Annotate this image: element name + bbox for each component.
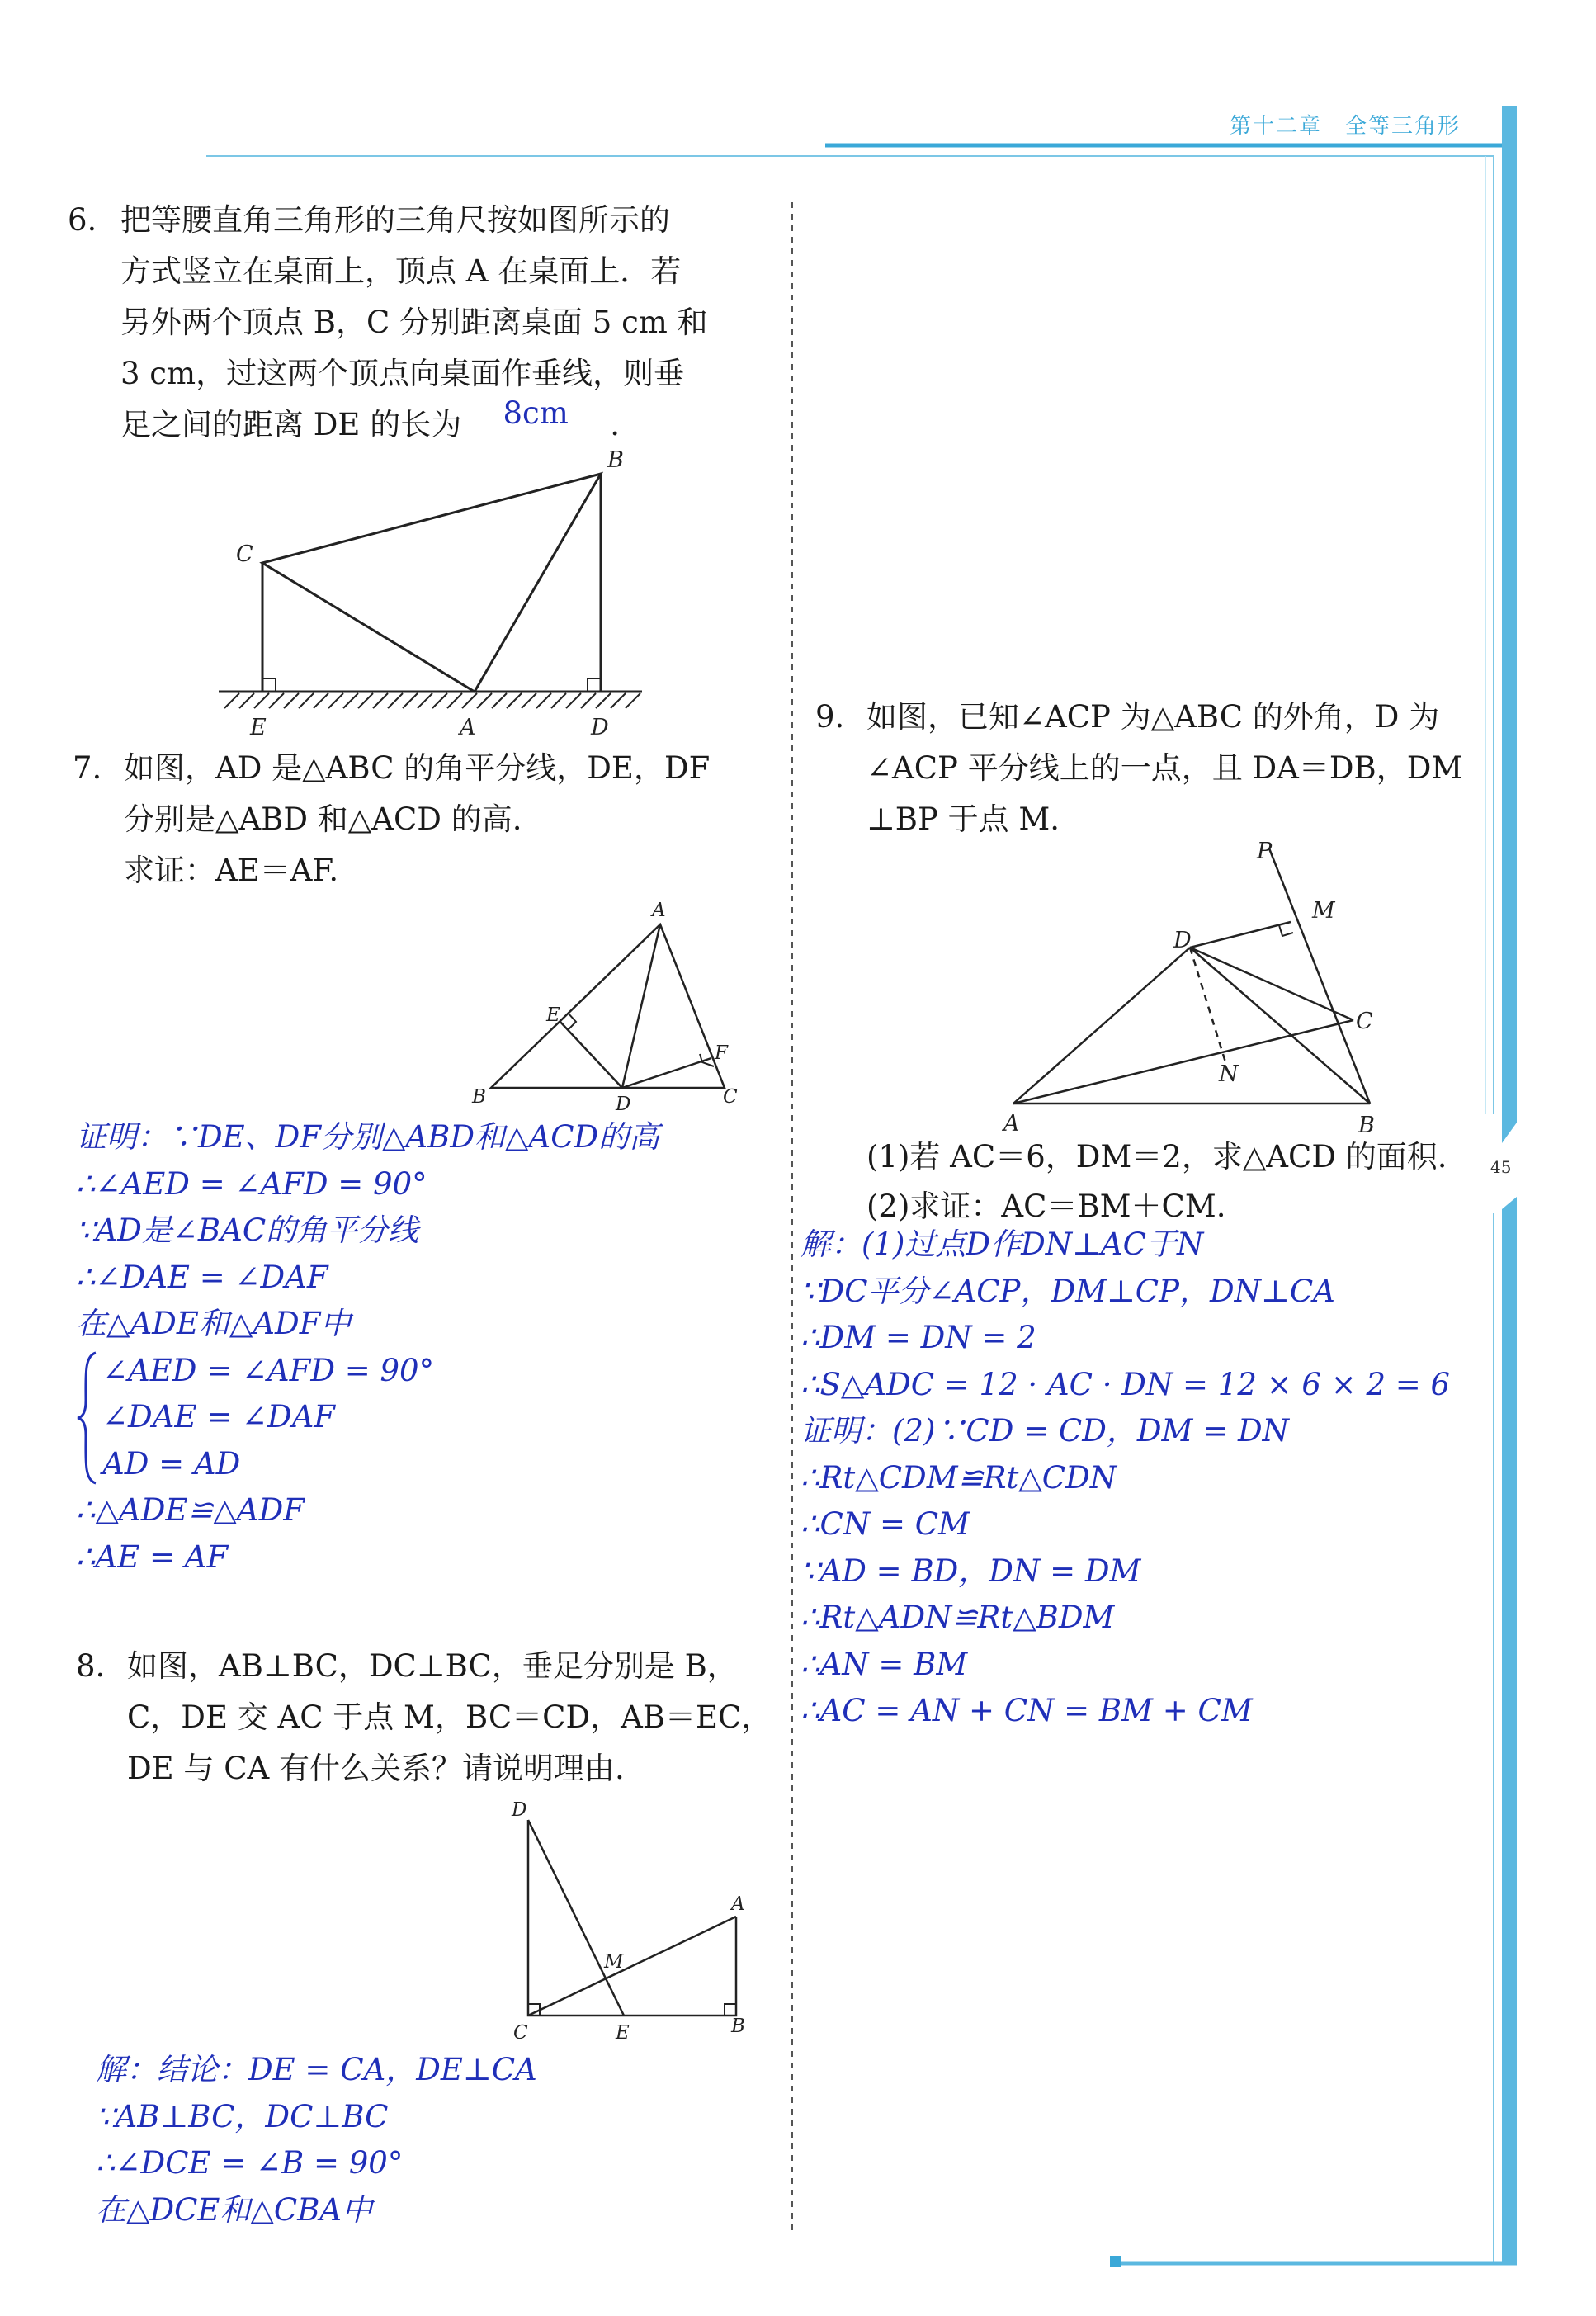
label-B: B xyxy=(731,2016,745,2037)
solution-line: ∴AE = AF xyxy=(76,1538,229,1575)
solution-line: ∵AB⊥BC，DC⊥BC xyxy=(96,2098,389,2134)
question-line: 如图，AD 是△ABC 的角平分线，DE，DF xyxy=(124,750,711,786)
question-line: 如图，AB⊥BC，DC⊥BC，垂足分别是 B， xyxy=(127,1648,738,1684)
solution-line: 解：(1)过点D作DN⊥AC于N xyxy=(800,1227,1204,1262)
label-D: D xyxy=(591,715,609,740)
subquestion-1: (1)若 AC＝6，DM＝2，求△ACD 的面积. xyxy=(866,1139,1447,1175)
label-B: B xyxy=(1358,1113,1375,1138)
solution-line: 证明：(2)∵CD = CD，DM = DN xyxy=(800,1413,1289,1449)
solution-line: ∴∠DCE = ∠B = 90° xyxy=(96,2145,404,2181)
question-line: 把等腰直角三角形的三角尺按如图所示的 xyxy=(120,202,670,238)
label-B: B xyxy=(472,1086,486,1108)
label-D: D xyxy=(616,1094,631,1115)
label-C: C xyxy=(236,541,253,567)
question-line: 3 cm，过这两个顶点向桌面作垂线，则垂 xyxy=(120,356,685,391)
solution-line: ∠DAE = ∠DAF xyxy=(102,1399,335,1435)
label-E: E xyxy=(250,715,267,740)
solution-line: ∴CN = CM xyxy=(800,1506,970,1542)
question-line: 求证：AE＝AF. xyxy=(124,853,339,888)
page-number: 45 xyxy=(1490,1157,1512,1177)
solution-line: ∴DM = DN = 2 xyxy=(800,1320,1036,1355)
question-number: 7. xyxy=(73,750,102,786)
label-F: F xyxy=(715,1042,728,1064)
solution-q9 xyxy=(800,1222,1450,1735)
question-line: 方式竖立在桌面上，顶点 A 在桌面上．若 xyxy=(120,253,682,289)
solution-line: 证明：∵DE、DF分别△ABD和△ACD的高 xyxy=(76,1119,660,1155)
solution-line: 解：结论：DE = CA，DE⊥CA xyxy=(96,2052,537,2087)
question-line: 如图，已知∠ACP 为△ABC 的外角，D 为 xyxy=(866,699,1440,735)
solution-line: ∴△ADE≌△ADF xyxy=(76,1492,305,1528)
label-C: C xyxy=(513,2022,528,2044)
question-number: 6. xyxy=(68,202,97,238)
chapter-title: 第十二章 全等三角形 xyxy=(1230,114,1461,139)
solution-line: ∵AD = BD，DN = DM xyxy=(800,1553,1141,1589)
solution-line: ∴∠DAE = ∠DAF xyxy=(76,1259,328,1295)
solution-line: ∵DC平分∠ACP，DM⊥CP，DN⊥CA xyxy=(800,1273,1335,1309)
label-C: C xyxy=(1356,1009,1373,1034)
label-B: B xyxy=(607,447,624,473)
label-M: M xyxy=(1312,898,1335,924)
solution-line: 在△DCE和△CBA中 xyxy=(96,2191,373,2228)
question-number: 9. xyxy=(815,699,845,735)
label-N: N xyxy=(1219,1061,1239,1087)
label-E: E xyxy=(616,2022,630,2044)
label-A: A xyxy=(1003,1111,1020,1137)
solution-line: ∠AED = ∠AFD = 90° xyxy=(102,1352,435,1388)
question-line-last: 足之间的距离 DE 的长为 8cm . xyxy=(120,399,708,451)
question-line: DE 与 CA 有什么关系？请说明理由. xyxy=(127,1751,625,1786)
solution-line: ∴Rt△ADN≌Rt△BDM xyxy=(800,1600,1115,1635)
label-D: D xyxy=(512,1799,527,1821)
label-M: M xyxy=(604,1951,624,1973)
question-line: 分别是△ABD 和△ACD 的高. xyxy=(124,801,522,837)
solution-line: ∴AN = BM xyxy=(800,1646,968,1682)
label-A: A xyxy=(731,1893,745,1915)
label-E: E xyxy=(546,1004,560,1026)
question-line: ⊥BP 于点 M. xyxy=(866,801,1060,837)
solution-q8 xyxy=(96,2047,537,2233)
question-number: 8. xyxy=(76,1648,106,1684)
question-line: ∠ACP 平分线上的一点，且 DA＝DB，DM xyxy=(866,750,1463,786)
solution-line: ∵AD是∠BAC的角平分线 xyxy=(76,1212,419,1248)
solution-line: ∴∠AED = ∠AFD = 90° xyxy=(76,1165,427,1202)
subquestion-2: (2)求证：AC＝BM＋CM. xyxy=(866,1189,1226,1224)
figure-q9 xyxy=(0,0,1596,1139)
solution-line: ∴AC = AN + CN = BM + CM xyxy=(800,1693,1253,1728)
solution-line: 在△ADE和△ADF中 xyxy=(76,1306,352,1341)
label-P: P xyxy=(1257,839,1273,864)
label-D: D xyxy=(1173,928,1192,953)
question-line: C，DE 交 AC 于点 M，BC＝CD，AB＝EC， xyxy=(127,1699,772,1735)
solution-line: ∴S△ADC = 12 · AC · DN = 12 × 6 × 2 = 6 xyxy=(800,1366,1451,1402)
label-A: A xyxy=(652,900,666,921)
label-C: C xyxy=(723,1086,738,1108)
question-line: 另外两个顶点 B，C 分别距离桌面 5 cm 和 xyxy=(120,305,708,340)
q9-subquestions xyxy=(866,1132,1447,1231)
solution-line: AD = AD xyxy=(102,1445,241,1482)
label-A: A xyxy=(460,715,476,740)
answer-text: 8cm xyxy=(503,395,569,431)
solution-line: ∴Rt△CDM≌Rt△CDN xyxy=(800,1459,1117,1496)
